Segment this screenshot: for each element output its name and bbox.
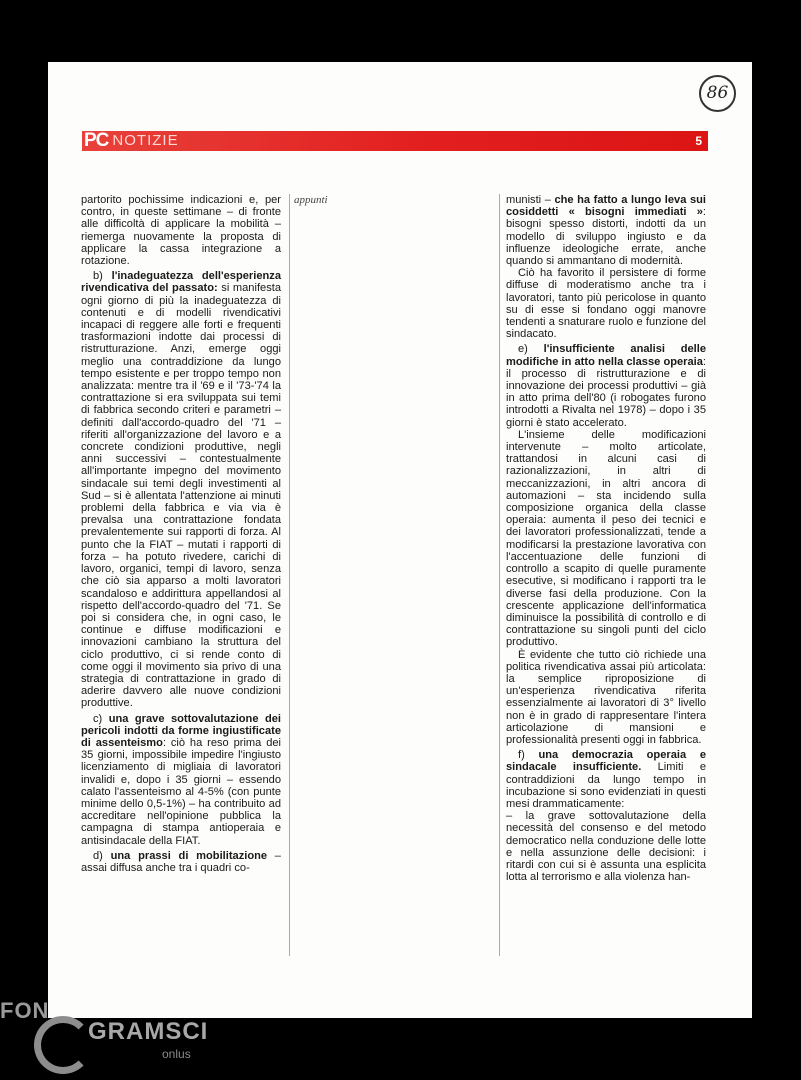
text-column-right [506, 194, 706, 883]
appunti-label: appunti [294, 194, 328, 206]
paragraph: L'insieme delle modificazioni intervenute – molto articolate, trattandosi in alcuni casi di razionalizzazioni, in altri di meccanizzazioni, in altri ancora di automazioni – sta incidendo sulla composizione organica della classe operaia: aumenta il peso dei tecnici e dei lavoratori professionalizzati, tende a modificarsi la prestazione lavorativa con l'accentuazione delle funzioni di controllo a scapito di quelle puramente esecutive, si modificano i rapporti tra le diverse fasi della produzione. Con la crescente applicazione dell'informatica diminuisce la possibilità di controllo e di contrattazione su singoli punti del ciclo produttivo. [506, 428, 706, 649]
paragraph: munisti – che ha fatto a lungo leva sui cosiddetti « bisogni immediati »: bisogni spesso distorti, indotti da un modello di sviluppo ingiusto e da influenze ideologiche errate, anche quando si ammantano di modernità. [506, 194, 706, 268]
paragraph: Ciò ha favorito il persistere di forme diffuse di moderatismo anche tra i lavoratori, tanto più pericolose in quanto su di esse si fondano oggi manovre tendenti a snaturare ruolo e funzione del sindacato. [506, 267, 706, 341]
column-divider-right [499, 194, 500, 956]
fondazione-gramsci-watermark [0, 990, 260, 1080]
handwritten-page-number: 86 [699, 75, 736, 112]
watermark-gramsci: GRAMSCI [88, 1018, 209, 1045]
paragraph-b: b) l'inadeguatezza dell'esperienza rivendicativa del passato: si manifesta ogni giorno di più la inadeguatezza di contenuti e di modelli rivendicativi incapaci di reggere alle forti e frequenti trasformazioni indotte dai processi di ristrutturazione. Anzi, emerge oggi meglio una contraddizione da lungo tempo esistente e per troppo tempo non analizzata: mentre tra il '69 e il '73-'74 la contrattazione si era sviluppata sui temi di fabbrica secondo criteri e parametri – definiti dall'accordo-quadro del '71 – riferiti all'organizzazione del lavoro e a concrete condizioni produttive, negli anni successivi – contestualmente all'importante impegno del movimento sindacale sui temi degli investimenti al Sud – si è allentata l'attenzione ai minuti problemi della fabbrica e via via è prevalsa una contrattazione fondata prevalentemente sui rapporti di forza. Al punto che la FIAT – mutati i rapporti di forza – ha potuto rivedere, carichi di lavoro, organici, tempi di lavoro, senza che ciò sia apparso a molti lavoratori scandaloso e addirittura appellandosi al rispetto dell'accordo-quadro del '71. Se poi si considera che, in ogni caso, le continue e diffuse modificazioni e innovazioni cambiano la struttura del ciclo produttivo, ci si rende conto di come oggi il movimento sia privo di una strategia di contrattazione in grado di aderire davvero alle nuove condizioni produttive. [81, 270, 281, 710]
paragraph-c: c) una grave sottovalutazione dei pericoli indotti da forme ingiustificate di assenteismo: ciò ha reso prima dei 35 giorni, impossibile impedire l'ingiusto licenziamento di migliaia di lavoratori invalidi e, dopo i 35 giorni – essendo calato l'assenteismo al 4-5% (con punte minime dello 0,5-1%) – ha contribuito ad accreditare nell'opinione pubblica la campagna di stampa antioperaia e antisindacale della FIAT. [81, 712, 281, 847]
header-banner [82, 131, 708, 151]
paragraph-f: f) una democrazia operaia e sindacale insufficiente. Limiti e contraddizioni da lungo tempo in incubazione si sono evidenziati in questi mesi drammaticamente: [506, 749, 706, 810]
logo-pc: PC [84, 130, 109, 151]
logo-notizie: NOTIZIE [112, 132, 179, 149]
margin-column [294, 194, 384, 206]
watermark-fon: FON [0, 998, 50, 1023]
pc-notizie-logo [84, 131, 179, 151]
text-column-left [81, 194, 281, 874]
paragraph: partorito pochissime indicazioni e, per contro, in queste settimane – di fronte alle difficoltà di applicare la mobilità – riemerga nuovamente la proposta di applicare la cassa integrazione a rotazione. [81, 194, 281, 268]
watermark-g-icon [34, 1016, 92, 1074]
paragraph-e: e) l'insufficiente analisi delle modifiche in atto nella classe operaia: il processo di ristrutturazione e di innovazione dei processi produttivi – già in atto prima dell'80 (i robogates furono introdotti a Rivalta nel 1978) – dopo i 35 giorni è stato accelerato. [506, 343, 706, 429]
paragraph: È evidente che tutto ciò richiede una politica rivendicativa assai più articolata: la semplice riproposizione di un'esperienza rivendicativa riferita essenzialmente ai lavoratori di 3° livello non è in grado di rappresentare l'intera articolazione di mansioni e professionalità presenti oggi in fabbrica. [506, 648, 706, 746]
paragraph-d: d) una prassi di mobilitazione – assai diffusa anche tra i quadri co- [81, 849, 281, 874]
page-number: 5 [695, 134, 702, 148]
paragraph: – la grave sottovalutazione della necessità del consenso e del metodo democratico nella conduzione delle lotte e nella assunzione delle decisioni: i ritardi con cui si è assunta una esplicita lotta al terrorismo e alla violenza han- [506, 810, 706, 884]
column-divider-left [289, 194, 290, 956]
watermark-onlus: onlus [162, 1047, 191, 1061]
document-page [48, 62, 752, 1018]
